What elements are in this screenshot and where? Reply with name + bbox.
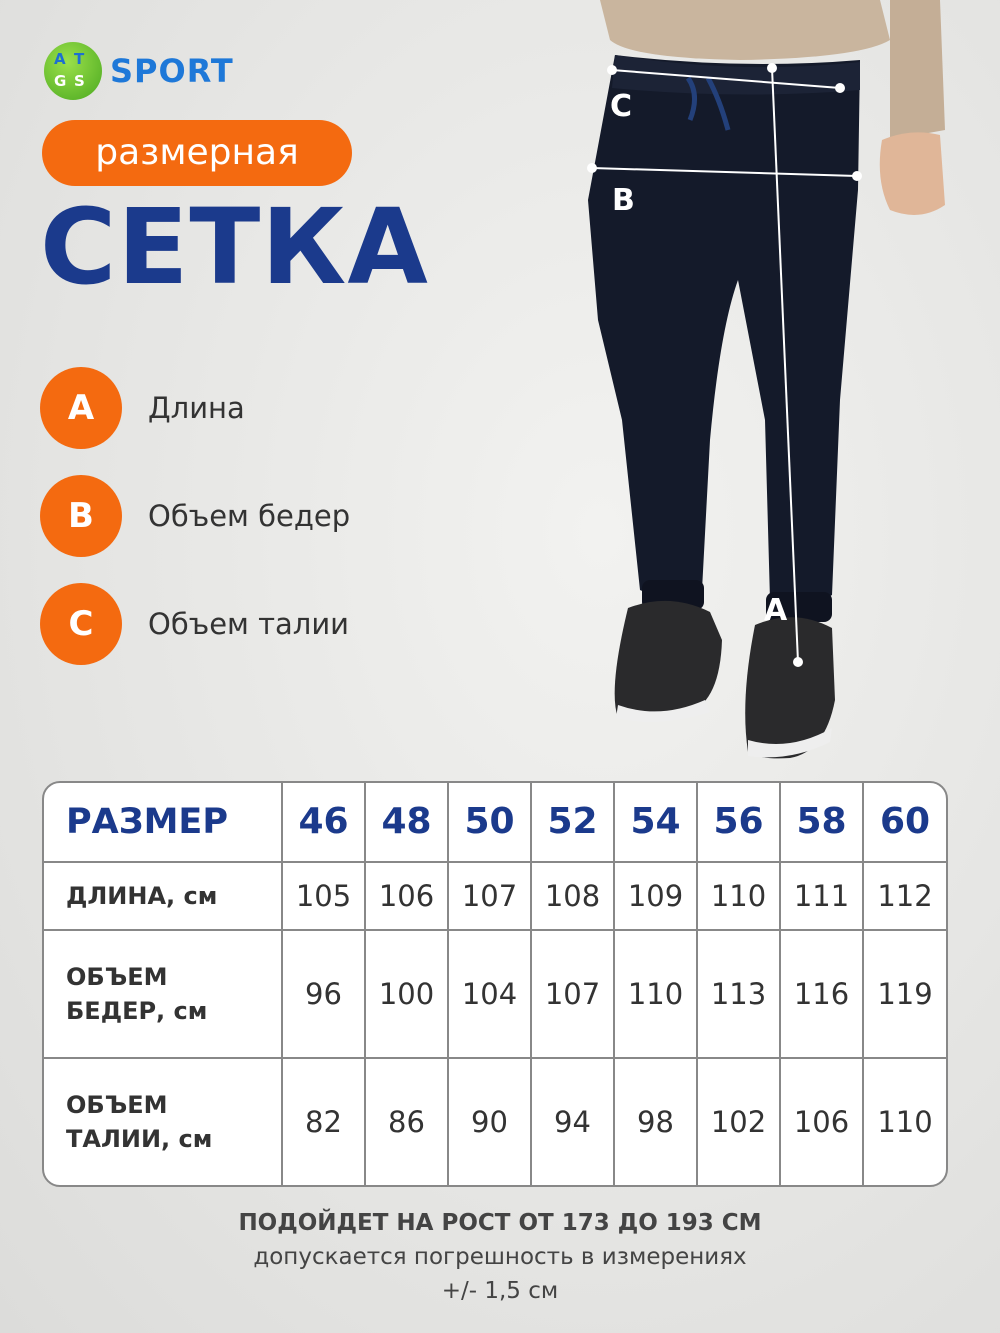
row-label-line: ДЛИНА, см <box>66 881 218 910</box>
table-cell: 106 <box>780 1058 863 1185</box>
legend-label: Объем талии <box>148 607 350 641</box>
brand-logo <box>44 42 234 100</box>
table-cell: 82 <box>282 1058 365 1185</box>
page-title: СЕТКА <box>40 186 429 308</box>
table-row <box>44 930 946 1059</box>
row-label-line: ТАЛИИ, см <box>66 1125 213 1154</box>
legend-item-length <box>40 367 540 449</box>
table-cell: 105 <box>282 862 365 930</box>
legend-marker: C <box>40 583 122 665</box>
table-header-label: РАЗМЕР <box>44 783 282 862</box>
table-header-row <box>44 783 946 862</box>
table-cell: 86 <box>365 1058 448 1185</box>
table-cell: 111 <box>780 862 863 930</box>
logo-letter: T <box>74 50 85 68</box>
tolerance-value: +/- 1,5 см <box>441 1278 559 1304</box>
table-cell: 107 <box>448 862 531 930</box>
marker-b: B <box>612 183 635 218</box>
table-cell: 94 <box>531 1058 614 1185</box>
legend-marker: A <box>40 367 122 449</box>
sleeve-shape <box>890 0 945 140</box>
logo-letter: A <box>54 50 66 68</box>
legend-item-waist <box>40 583 540 665</box>
subtitle-pill: размерная <box>42 120 352 186</box>
table-cell: 110 <box>614 930 697 1059</box>
table-row <box>44 1058 946 1185</box>
legend-label: Объем бедер <box>148 499 351 533</box>
size-header: 60 <box>863 783 946 862</box>
table-cell: 110 <box>877 1105 933 1140</box>
table-cell: 119 <box>863 930 946 1059</box>
brand-name: SPORT <box>110 52 234 90</box>
brand-logo-mark <box>44 42 102 100</box>
size-table <box>42 781 948 1187</box>
size-header: 58 <box>780 783 863 862</box>
size-header: 50 <box>448 783 531 862</box>
size-header: 48 <box>365 783 448 862</box>
row-label-line: ОБЪЕМ <box>66 962 168 991</box>
marker-a: A <box>764 593 788 628</box>
table-cell: 110 <box>697 862 780 930</box>
size-header: 54 <box>614 783 697 862</box>
table-cell: 90 <box>448 1058 531 1185</box>
pants-shape <box>588 55 860 604</box>
table-cell: 113 <box>697 930 780 1059</box>
table-cell: 100 <box>365 930 448 1059</box>
size-header: 46 <box>282 783 365 862</box>
row-label-line: БЕДЕР, см <box>66 996 208 1025</box>
table-cell: 96 <box>282 930 365 1059</box>
table-cell: 106 <box>365 862 448 930</box>
table-cell: 102 <box>697 1058 780 1185</box>
table-row <box>44 862 946 930</box>
hand-shape <box>880 132 945 215</box>
row-label <box>44 930 282 1059</box>
shoe-left <box>615 601 722 720</box>
legend-marker: B <box>40 475 122 557</box>
table-cell: 116 <box>780 930 863 1059</box>
row-label-line: ОБЪЕМ <box>66 1091 168 1120</box>
logo-letter: G <box>54 72 67 90</box>
sweater-shape <box>600 0 890 60</box>
marker-c: C <box>610 89 633 124</box>
legend-item-hips <box>40 475 540 557</box>
logo-letter: S <box>74 72 85 90</box>
table-cell: 109 <box>614 862 697 930</box>
waistband-shape <box>612 55 860 95</box>
size-header: 52 <box>531 783 614 862</box>
table-cell: 98 <box>614 1058 697 1185</box>
table-cell: 107 <box>531 930 614 1059</box>
row-label <box>44 862 282 930</box>
table-cell: 104 <box>448 930 531 1059</box>
size-header: 56 <box>697 783 780 862</box>
table-cell: 112 <box>863 862 946 930</box>
legend-label: Длина <box>148 391 245 425</box>
pants-illustration <box>560 0 1000 760</box>
row-label <box>44 1058 282 1185</box>
tolerance-note: допускается погрешность в измерениях <box>253 1244 747 1270</box>
table-cell: 108 <box>531 862 614 930</box>
height-fit-note: ПОДОЙДЕТ НА РОСТ ОТ 173 ДО 193 СМ <box>238 1210 762 1236</box>
